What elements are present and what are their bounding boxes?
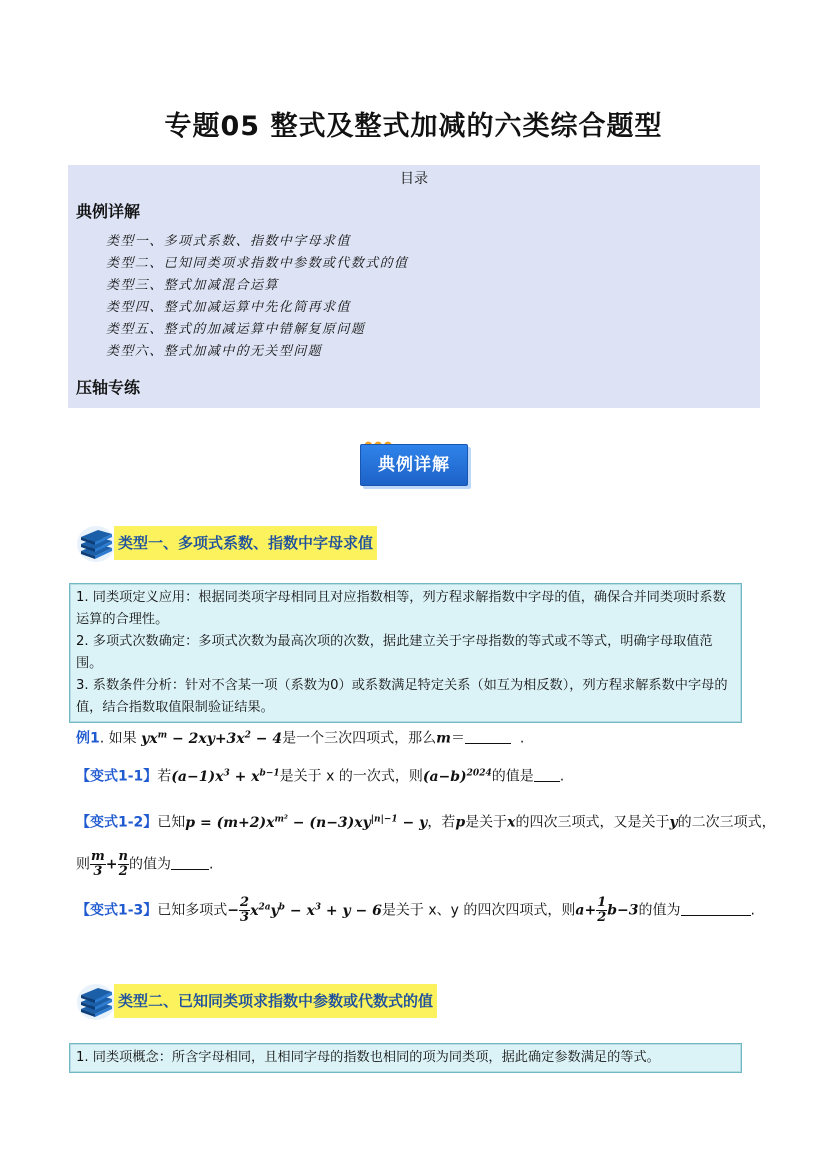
- toc-section-practice[interactable]: 压轴专练: [76, 378, 141, 397]
- question-text: 已知多项式: [157, 902, 228, 919]
- note-line: 3. 系数条件分析：针对不含某一项（系数为0）或系数满足特定关系（如互为相反数），列方程求解系数中字母的值，结合指数取值限制验证结果。: [76, 678, 728, 715]
- fraction-2-3: $\frac{2}{3}$: [240, 895, 250, 926]
- question-text: 的二次三项式，: [677, 814, 776, 831]
- question-text: .: [208, 856, 214, 873]
- example-1: [76, 724, 524, 750]
- variant-label: 【变式1-2】: [76, 814, 158, 831]
- math-variable: m: [436, 730, 451, 747]
- method-note-box: [69, 1043, 742, 1073]
- math-expression: $yx^m - 2xy+3x^2 - 4$: [141, 730, 283, 747]
- note-line: 1. 同类项概念：所含字母相同，且相同字母的指数也相同的项为同类项，据此确定参数满足的等式。: [76, 1050, 660, 1065]
- answer-blank[interactable]: [171, 855, 209, 870]
- variant-label: 【变式1-3】: [76, 902, 158, 919]
- toc-item-list: [106, 231, 408, 363]
- math-variable: y: [669, 814, 678, 831]
- table-of-contents: [68, 165, 760, 408]
- toc-item[interactable]: 类型三、整式加减混合运算: [106, 278, 279, 293]
- question-text: 的值为: [128, 856, 171, 873]
- question-text: .: [519, 730, 525, 747]
- math-expression: b−3: [607, 902, 639, 919]
- books-stack-icon: [76, 982, 116, 1022]
- question-text: 若: [157, 768, 172, 785]
- question-text: 则: [76, 856, 90, 873]
- variant-1-2: [76, 808, 776, 834]
- toc-item[interactable]: 类型五、整式的加减运算中错解复原问题: [106, 322, 366, 337]
- section-title: 类型一、多项式系数、指数中字母求值: [114, 526, 377, 560]
- question-text: 已知: [157, 814, 186, 831]
- fraction-1-2: $\frac{1}{2}$: [597, 895, 607, 926]
- toc-item[interactable]: 类型四、整式加减运算中先化简再求值: [106, 300, 351, 315]
- section-title: 类型二、已知同类项求指数中参数或代数式的值: [114, 984, 437, 1018]
- toc-section-examples[interactable]: 典例详解: [76, 202, 141, 221]
- math-expression: a+: [575, 902, 597, 919]
- answer-blank[interactable]: [465, 729, 511, 744]
- question-text: 的值为: [638, 902, 681, 919]
- math-variable: p: [455, 814, 466, 831]
- note-line: 1. 同类项定义应用：根据同类项字母相同且对应指数相等，列方程求解指数中字母的值，确保合并同类项时系数运算的合理性。: [76, 590, 726, 627]
- question-text: ＝: [450, 730, 465, 747]
- question-text: 的四次三项式，又是关于: [515, 814, 670, 831]
- section-ribbon: 典例详解: [360, 444, 468, 486]
- question-text: .: [750, 902, 755, 919]
- toc-heading: 目录: [400, 171, 428, 187]
- example-label: 例1: [76, 730, 100, 747]
- math-variable: x: [507, 814, 516, 831]
- math-expression: $x^{2a}y^b - x^3 + y - 6$: [250, 902, 382, 919]
- note-line: 2. 多项式次数确定：多项式次数为最高次项的次数，据此建立关于字母指数的等式或不等式，明确字母取值范围。: [76, 634, 713, 671]
- question-text: . 如果: [99, 730, 142, 747]
- answer-blank[interactable]: [681, 901, 751, 916]
- toc-item[interactable]: 类型六、整式加减中的无关型问题: [106, 344, 323, 359]
- math-expression: $(a-b)^{2024}$: [422, 768, 492, 785]
- answer-blank[interactable]: [534, 767, 560, 782]
- question-text: ，若: [427, 814, 456, 831]
- math-expression: $p = (m+2)x^{m^2} - (n-3)xy^{|n|-1} - y$: [185, 814, 428, 831]
- variant-1-1: [76, 762, 564, 788]
- math-operator: −: [227, 902, 240, 919]
- variant-1-3: [76, 896, 755, 925]
- fraction-m-3: $\frac{m}{3}$: [91, 849, 105, 879]
- question-text: 的值是: [491, 768, 534, 785]
- fraction-n-2: $\frac{n}{2}$: [118, 849, 128, 879]
- question-text: 是关于: [465, 814, 508, 831]
- math-operator: +: [105, 856, 118, 873]
- method-note-box: [69, 583, 742, 723]
- books-stack-icon: [76, 524, 116, 564]
- variant-label: 【变式1-1】: [76, 768, 158, 785]
- variant-1-2-cont: [76, 850, 213, 879]
- question-text: 是关于 x、y 的四次四项式，则: [381, 902, 576, 919]
- toc-item[interactable]: 类型一、多项式系数、指数中字母求值: [106, 234, 351, 249]
- question-text: 是关于 x 的一次式，则: [279, 768, 423, 785]
- toc-item[interactable]: 类型二、已知同类项求指数中参数或代数式的值: [106, 256, 409, 271]
- math-expression: $(a-1)x^3 + x^{b-1}$: [171, 768, 280, 785]
- question-text: .: [559, 768, 565, 785]
- question-text: 是一个三次四项式，那么: [282, 730, 437, 747]
- page-title: 专题05 整式及整式加减的六类综合题型: [164, 111, 663, 142]
